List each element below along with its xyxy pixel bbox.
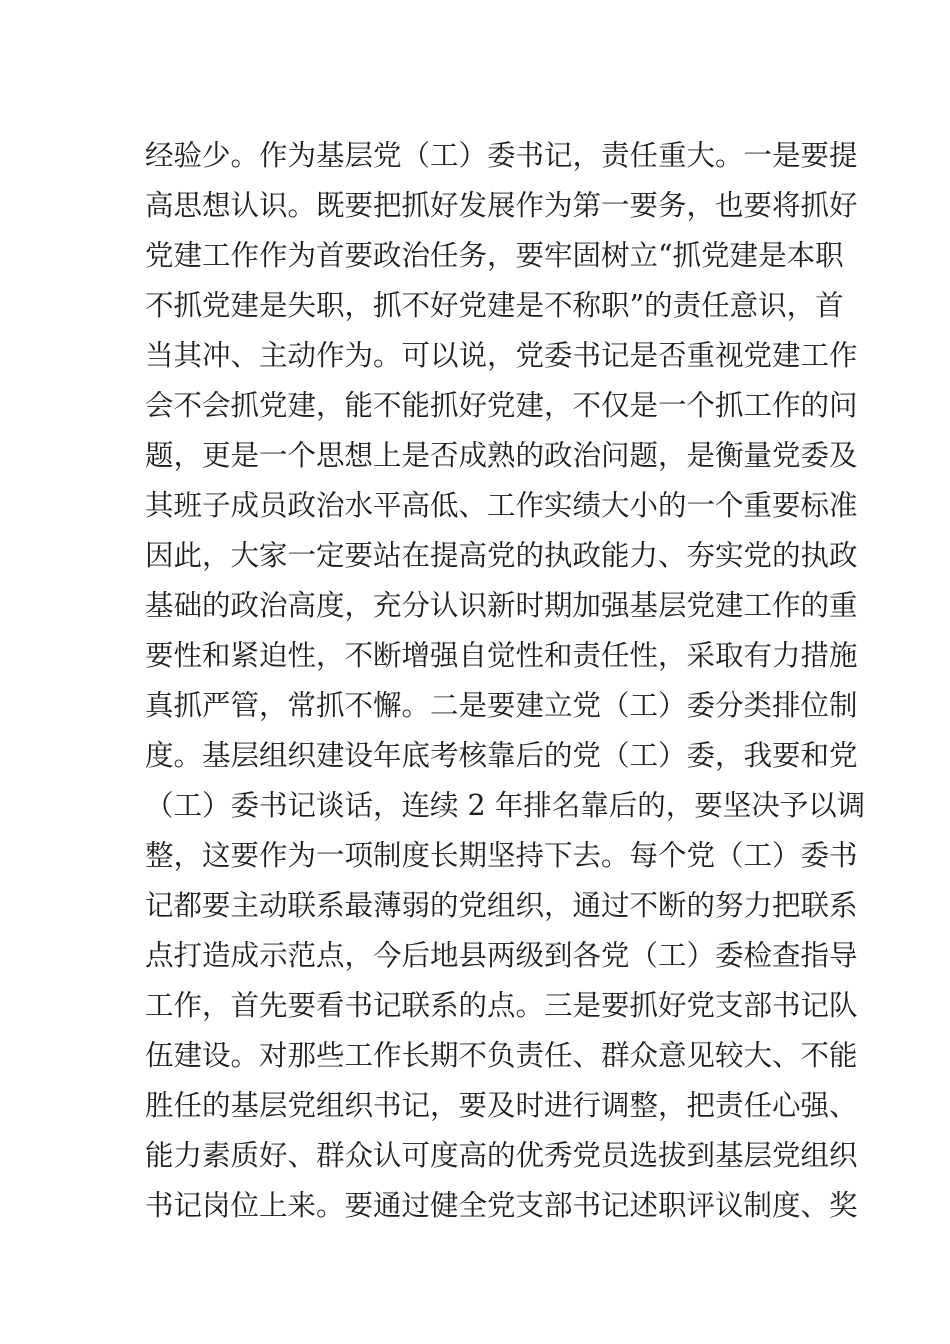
text-line: 胜任的基层党组织书记，要及时进行调整，把责任心强、 bbox=[145, 1089, 858, 1122]
text-line: 题，更是一个思想上是否成熟的政治问题，是衡量党委及 bbox=[145, 439, 858, 472]
text-line: 因此，大家一定要站在提高党的执政能力、夯实党的执政 bbox=[145, 539, 858, 572]
text-line: 度。基层组织建设年底考核靠后的党（工）委，我要和党 bbox=[145, 739, 858, 772]
text-line: 党建工作作为首要政治任务，要牢固树立“抓党建是本职 bbox=[145, 239, 844, 272]
text-line: 基础的政治高度，充分认识新时期加强基层党建工作的重 bbox=[145, 589, 858, 622]
text-line: 工作，首先要看书记联系的点。三是要抓好党支部书记队 bbox=[145, 989, 858, 1022]
text-line: 整，这要作为一项制度长期坚持下去。每个党（工）委书 bbox=[145, 839, 858, 872]
body-text bbox=[145, 131, 866, 1231]
text-line: 能力素质好、群众认可度高的优秀党员选拔到基层党组织 bbox=[145, 1139, 858, 1172]
text-line: 点打造成示范点，今后地县两级到各党（工）委检查指导 bbox=[145, 939, 858, 972]
text-line: 高思想认识。既要把抓好发展作为第一要务，也要将抓好 bbox=[145, 189, 858, 222]
text-line: 真抓严管，常抓不懈。二是要建立党（工）委分类排位制 bbox=[145, 689, 858, 722]
text-line: 伍建设。对那些工作长期不负责任、群众意见较大、不能 bbox=[145, 1039, 858, 1072]
text-line: （工）委书记谈话，连续 2 年排名靠后的，要坚决予以调 bbox=[145, 789, 866, 822]
text-line: 其班子成员政治水平高低、工作实绩大小的一个重要标准 bbox=[145, 489, 858, 522]
text-line: 当其冲、主动作为。可以说，党委书记是否重视党建工作 bbox=[145, 339, 858, 372]
text-line: 记都要主动联系最薄弱的党组织，通过不断的努力把联系 bbox=[145, 889, 858, 922]
text-line: 不抓党建是失职，抓不好党建是不称职”的责任意识，首 bbox=[145, 289, 844, 322]
text-line: 书记岗位上来。要通过健全党支部书记述职评议制度、奖 bbox=[145, 1189, 858, 1222]
text-line: 经验少。作为基层党（工）委书记，责任重大。一是要提 bbox=[145, 139, 858, 172]
text-line: 要性和紧迫性，不断增强自觉性和责任性，采取有力措施 bbox=[145, 639, 858, 672]
text-line: 会不会抓党建，能不能抓好党建，不仅是一个抓工作的问 bbox=[145, 389, 858, 422]
